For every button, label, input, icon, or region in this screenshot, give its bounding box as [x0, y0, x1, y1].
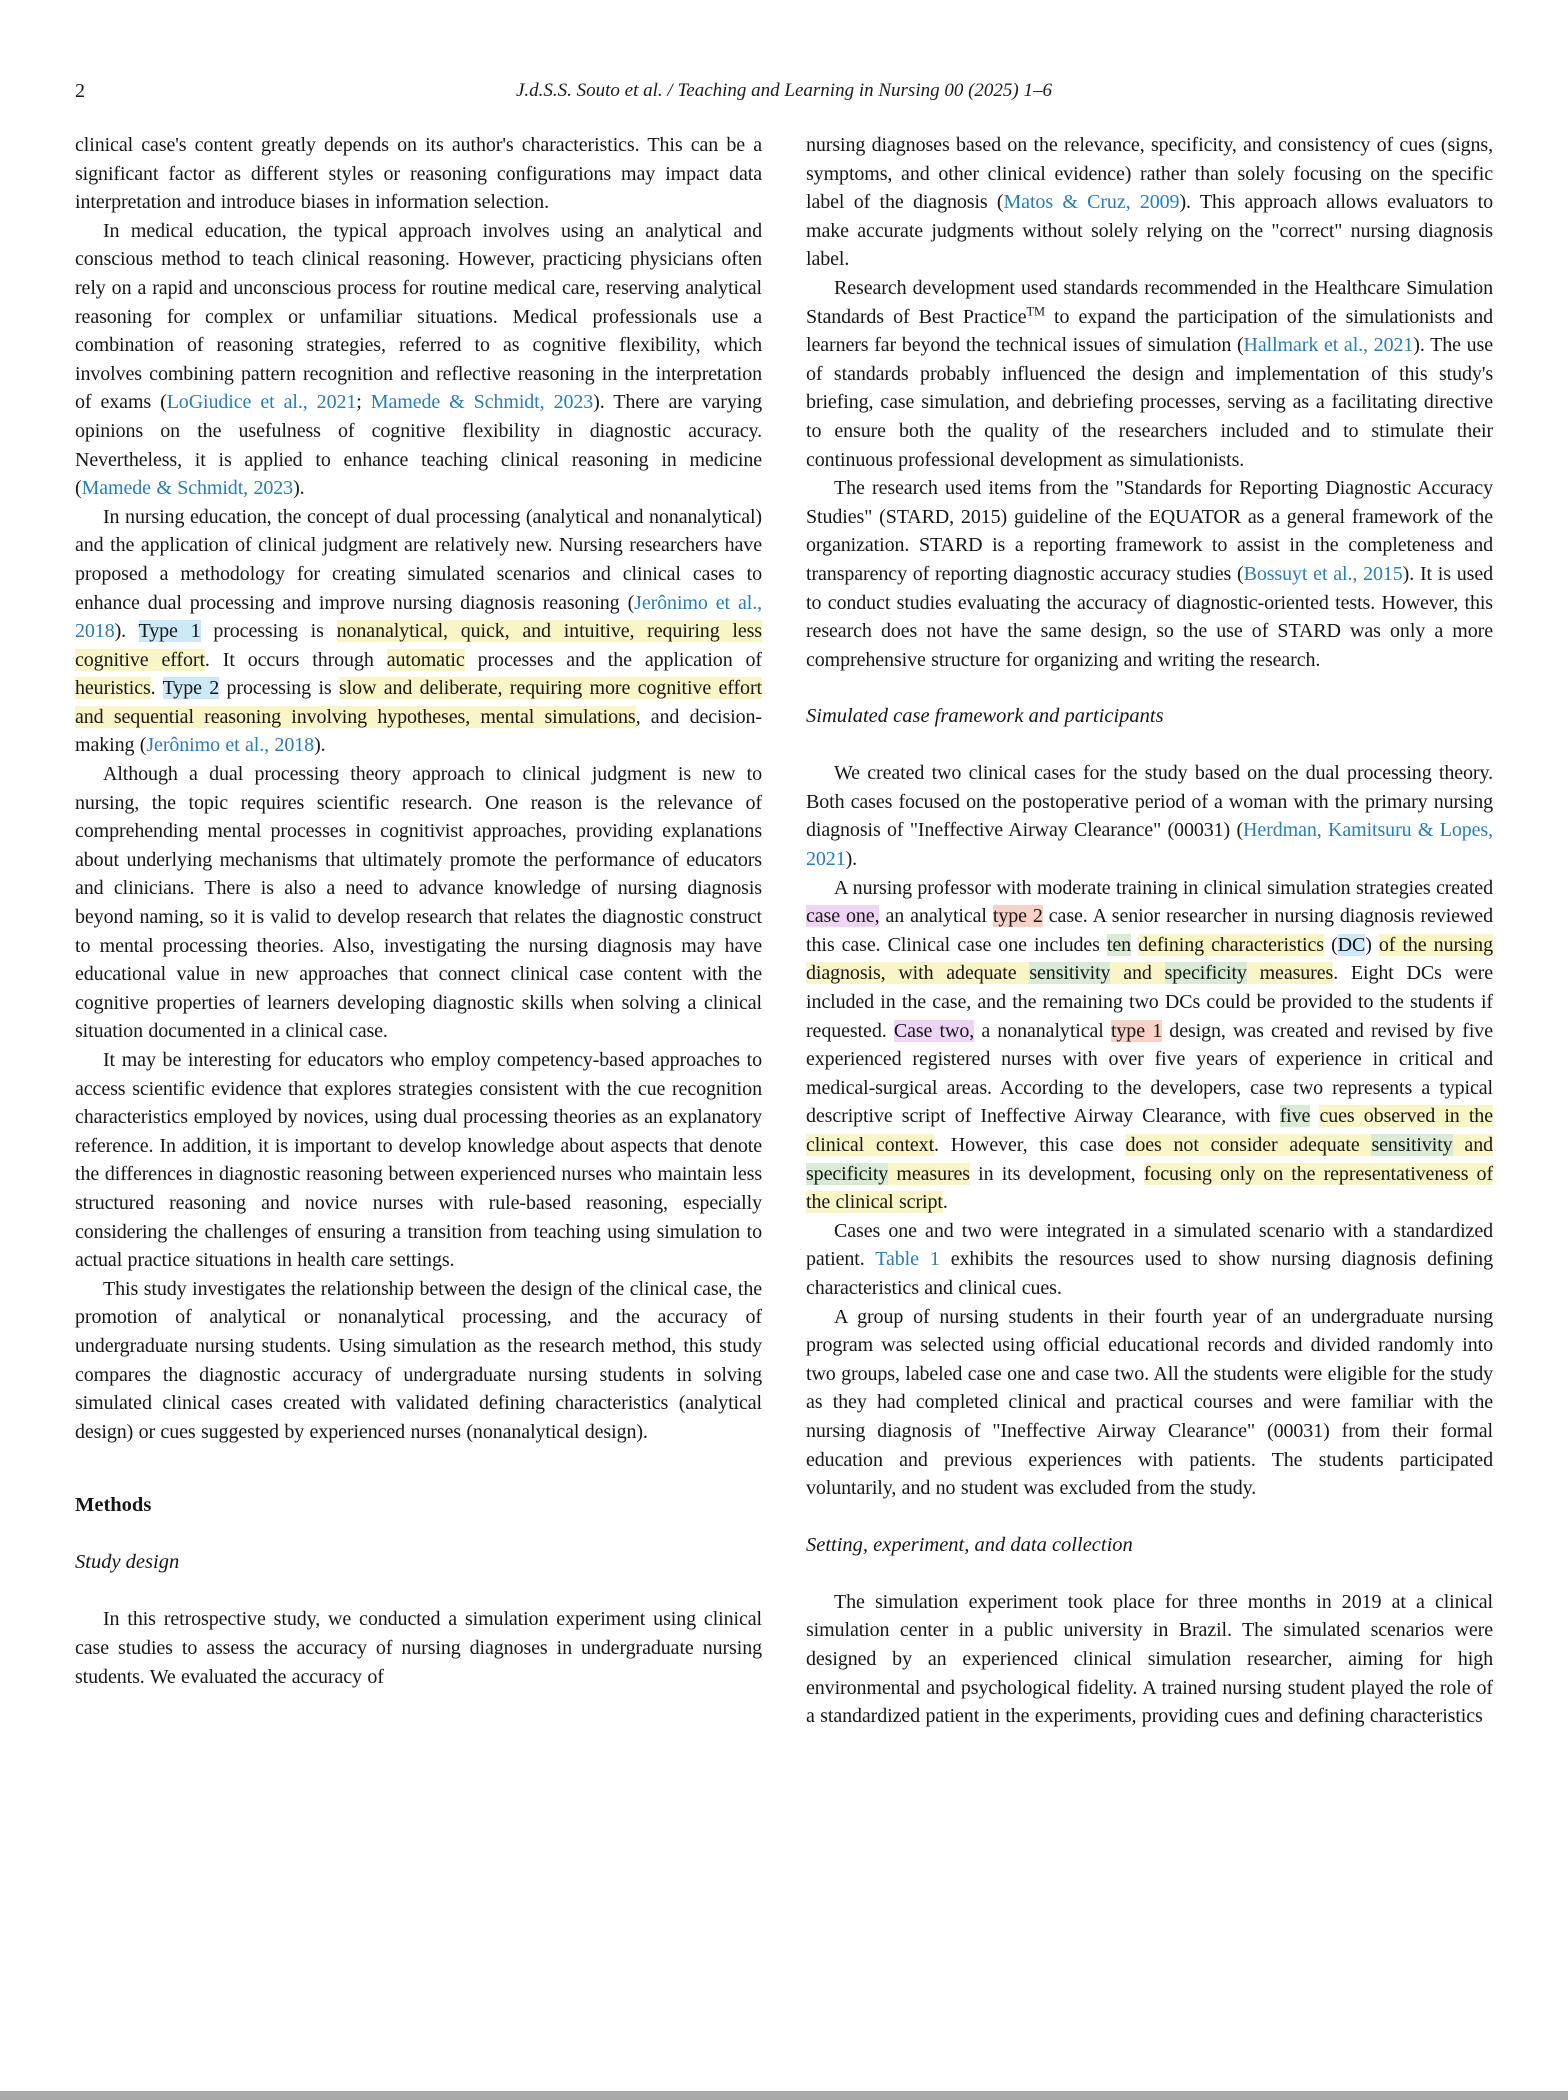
highlighted-text: measures: [1246, 962, 1334, 985]
highlighted-text: five: [1279, 1105, 1311, 1128]
highlighted-text: Type 1: [138, 620, 201, 643]
highlighted-text: cues observed in the clinical context: [806, 1105, 1493, 1156]
text-run: A nursing professor with moderate training in clinical simulation strategies created: [834, 876, 1493, 899]
right-column: [806, 131, 1493, 1731]
citation-link[interactable]: Jerônimo et al., 2018: [146, 734, 315, 757]
text-run: ): [1365, 933, 1379, 956]
page-number: 2: [75, 80, 85, 102]
paragraph: [75, 217, 762, 503]
highlighted-text: case one,: [806, 905, 880, 928]
text-run: to expand the participation of the simulationists and learners far beyond the technical issues of simulation (: [806, 305, 1493, 357]
text-run: (: [1323, 933, 1338, 956]
paragraph: [75, 131, 762, 217]
paragraph: [806, 874, 1493, 1217]
text-run: We created two clinical cases for the study based on the dual processing theory. Both cases focused on the postoperative period of a woman with the primary nursing diagnosis of "Ineffective Airway Clearance" (00031) (: [806, 762, 1493, 842]
highlighted-text: Type 2: [162, 677, 220, 700]
text-run: case. A senior researcher in nursing diagnosis reviewed this case. Clinical case one includes: [806, 905, 1493, 956]
citation-link[interactable]: LoGiudice et al., 2021: [166, 391, 357, 414]
simulated-case-framework-heading: Simulated case framework and participants: [806, 705, 1164, 728]
text-run: Cases one and two were integrated in a simulated scenario with a standardized patient.: [806, 1219, 1493, 1271]
text-run: The research used items from the "Standards for Reporting Diagnostic Accuracy Studies" (STARD, 2015) guideline of the EQUATOR as a general framework of the organization. STARD is a reporting framework to assist in the completeness and transparency of reporting diagnostic accuracy studies (: [806, 477, 1493, 585]
text-run: ).: [314, 734, 326, 757]
text-run: ). It is used to conduct studies evaluating the accuracy of diagnostic-oriented tests. However, this research does not have the same design, so the use of STARD was only a more comprehensive structure for organizing and writing the research.: [806, 562, 1493, 671]
text-run: processes and the application of: [464, 648, 762, 671]
highlighted-text: slow and deliberate, requiring more cognitive effort and sequential reasoning involving hypotheses, mental simulations: [75, 677, 762, 728]
highlighted-text: heuristics: [75, 677, 151, 700]
highlighted-text: and: [1452, 1134, 1493, 1156]
paragraph: [806, 1303, 1493, 1503]
methods-heading: Methods: [75, 1494, 152, 1517]
citation-link[interactable]: Jerônimo et al., 2018: [75, 591, 763, 643]
highlighted-text: type 2: [992, 905, 1043, 928]
text-run: , and decision-making (: [75, 705, 762, 757]
text-run: A group of nursing students in their fourth year of an undergraduate nursing program was selected using official educational records and divided randomly into two groups, labeled case one and case two. All the students were eligible for the study as they had completed clinical and practical courses and were familiar with the nursing diagnosis of "Ineffective Airway Clearance" (00031) from their formal education and previous experiences with patients. The students participated voluntarily, and no student was excluded from the study.: [806, 1305, 1493, 1500]
text-run: In this retrospective study, we conducted a simulation experiment using clinical case studies to assess the accuracy of nursing diagnoses in undergraduate nursing students. We evaluated the accuracy of: [75, 1608, 762, 1688]
running-head: J.d.S.S. Souto et al. / Teaching and Learning in Nursing 00 (2025) 1–6: [515, 80, 1053, 101]
paragraph: [806, 1217, 1493, 1303]
text-run: Research development used standards recommended in the Healthcare Simulation Standards of Best Practice: [806, 276, 1493, 328]
highlighted-text: DC: [1337, 933, 1366, 956]
text-run: processing is: [219, 677, 339, 700]
highlighted-text: defining characteristics: [1138, 933, 1324, 956]
text-run: ).: [845, 848, 858, 871]
paragraph: [75, 1605, 762, 1691]
text-run: an analytical: [879, 905, 993, 928]
highlighted-text: nonanalytical, quick, and intuitive, requiring less cognitive effort: [75, 620, 762, 671]
article-body: [75, 131, 1493, 1731]
highlighted-text: sensitivity: [1371, 1134, 1453, 1156]
text-run: ). There are varying opinions on the usefulness of cognitive flexibility in diagnostic accuracy. Nevertheless, it is applied to enhance teaching clinical reasoning in medicine (: [75, 391, 763, 500]
citation-link[interactable]: Matos & Cruz, 2009: [1003, 191, 1180, 214]
highlighted-text: measures: [888, 1162, 970, 1185]
text-run: . It occurs through: [204, 648, 387, 671]
paragraph: [75, 503, 762, 760]
study-design-heading: Study design: [75, 1551, 180, 1574]
text-run: This study investigates the relationship between the design of the clinical case, the promotion of analytical or nonanalytical processing, and the accuracy of undergraduate nursing students. Using simulation as the research method, this study compares the diagnostic accuracy of undergraduate nursing students in solving simulated clinical cases created with validated defining characteristics (analytical design) or cues suggested by experienced nurses (nonanalytical design).: [75, 1277, 762, 1443]
text-run: . Eight DCs were included in the case, and the remaining two DCs could be provided to the students if requested.: [806, 962, 1494, 1042]
horizontal-scrollbar[interactable]: [0, 2091, 1568, 2100]
citation-link[interactable]: Bossuyt et al., 2015: [1243, 562, 1403, 585]
highlighted-text: does not consider adequate: [1125, 1134, 1372, 1156]
paragraph: [806, 274, 1493, 474]
text-run: design, was created and revised by five experienced registered nurses with over five years of experience in critical and medical-surgical areas. According to the developers, case two represents a typical descriptive script of Ineffective Airway Clearance, with: [806, 1019, 1493, 1128]
text-run: In medical education, the typical approach involves using an analytical and conscious method to teach clinical reasoning. However, practicing physicians often rely on a rapid and unconscious process for routine medical care, reserving analytical reasoning for complex or unfamiliar situations. Medical professionals use a combination of reasoning strategies, referred to as cognitive flexibility, which involves combining pattern recognition and reflective reasoning in the interpretation of exams (: [75, 219, 762, 414]
text-run: nursing diagnoses based on the relevance, specificity, and consistency of cues (signs, symptoms, and other clinical evidence) rather than solely focusing on the specific label of the diagnosis (: [806, 134, 1493, 214]
text-run: exhibits the resources used to show nursing diagnosis defining characteristics and clinical cues.: [806, 1248, 1493, 1299]
text-run: .: [150, 677, 163, 700]
highlighted-text: specificity: [806, 1162, 889, 1185]
text-run: Although a dual processing theory approach to clinical judgment is new to nursing, the topic requires scientific research. One reason is the relevance of comprehending mental processes in cognitivist approaches, providing explanations about underlying mechanisms that ultimately promote the performance of educators and clinicians. There is also a need to advance knowledge of nursing diagnosis beyond naming, so it is valid to develop research that relates the diagnostic construct to mental processing theories. Also, investigating the nursing diagnosis may have educational value in new approaches that connect clinical case content with the cognitive properties of learners developing diagnostic skills when solving a clinical situation documented in a clinical case.: [75, 763, 762, 1043]
trademark-superscript: TM: [1026, 303, 1045, 318]
paragraph: [806, 131, 1493, 274]
text-run: The simulation experiment took place for three months in 2019 at a clinical simulation center in a public university in Brazil. The simulated scenarios were designed by an experienced clinical simulation researcher, aiming for high environmental and psychological fidelity. A trained nursing student played the role of a standardized patient in the experiments, providing cues and defining characteristics: [806, 1590, 1493, 1728]
highlighted-text: sensitivity: [1029, 962, 1111, 985]
highlighted-text: Case two,: [893, 1019, 975, 1042]
text-run: In nursing education, the concept of dual processing (analytical and nonanalytical) and the application of clinical judgment are relatively new. Nursing researchers have proposed a methodology for creating simulated scenarios and clinical cases to enhance dual processing and improve nursing diagnosis reasoning (: [75, 505, 762, 614]
paragraph: [806, 759, 1493, 873]
text-run: ;: [356, 391, 371, 414]
highlighted-text: ten: [1106, 933, 1132, 956]
text-run: a nonanalytical: [974, 1019, 1111, 1042]
text-run: It may be interesting for educators who employ competency-based approaches to access scientific evidence that explores strategies consistent with the cue recognition characteristics employed by novices, using dual processing theories as an explanatory reference. In addition, it is important to develop knowledge about aspects that denote the differences in diagnostic reasoning between experienced nurses who maintain less structured reasoning and novice nurses with rule-based reasoning, especially considering the challenges of ensuring a transition from teaching using simulation to actual practice situations in health care settings.: [75, 1049, 762, 1272]
text-run: ). The use of standards probably influenced the design and implementation of this study's briefing, case simulation, and debriefing processes, serving as a facilitating directive to ensure both the quality of the researchers included and to stimulate their continuous professional development as simulationists.: [806, 334, 1493, 471]
paragraph: [75, 1275, 762, 1447]
left-column: [75, 131, 762, 1731]
paragraph: [75, 760, 762, 1046]
paragraph: [806, 1588, 1493, 1731]
text-run: ).: [114, 620, 139, 643]
page-header: [0, 80, 1568, 110]
highlighted-text: focusing only on the representativeness of the clinical script: [806, 1162, 1494, 1214]
highlighted-text: type 1: [1110, 1019, 1163, 1042]
citation-link[interactable]: Hallmark et al., 2021: [1243, 334, 1414, 357]
text-run: processing is: [200, 620, 337, 643]
text-run: .: [942, 1191, 948, 1214]
text-run: . However, this case: [934, 1134, 1126, 1156]
citation-link[interactable]: Herdman, Kamitsuru & Lopes, 2021: [806, 819, 1493, 871]
paragraph: [75, 1046, 762, 1275]
paragraph: [806, 474, 1493, 674]
citation-link[interactable]: Mamede & Schmidt, 2023: [81, 477, 294, 500]
citation-link[interactable]: Mamede & Schmidt, 2023: [370, 391, 594, 414]
highlighted-text: and: [1110, 962, 1165, 985]
text-run: ). This approach allows evaluators to make accurate judgments without solely relying on the "correct" nursing diagnosis label.: [806, 191, 1493, 271]
table-1-link[interactable]: Table 1: [875, 1248, 940, 1271]
highlighted-text: specificity: [1164, 962, 1247, 985]
text-run: in its development,: [970, 1162, 1144, 1185]
setting-experiment-heading: Setting, experiment, and data collection: [806, 1533, 1133, 1556]
text-run: clinical case's content greatly depends on its author's characteristics. This can be a significant factor as different styles or reasoning configurations may impact data interpretation and introduce biases in information selection.: [75, 134, 762, 214]
highlighted-text: automatic: [386, 648, 465, 671]
text-run: ).: [293, 477, 305, 500]
highlighted-text: of the nursing diagnosis, with adequate: [806, 933, 1493, 985]
